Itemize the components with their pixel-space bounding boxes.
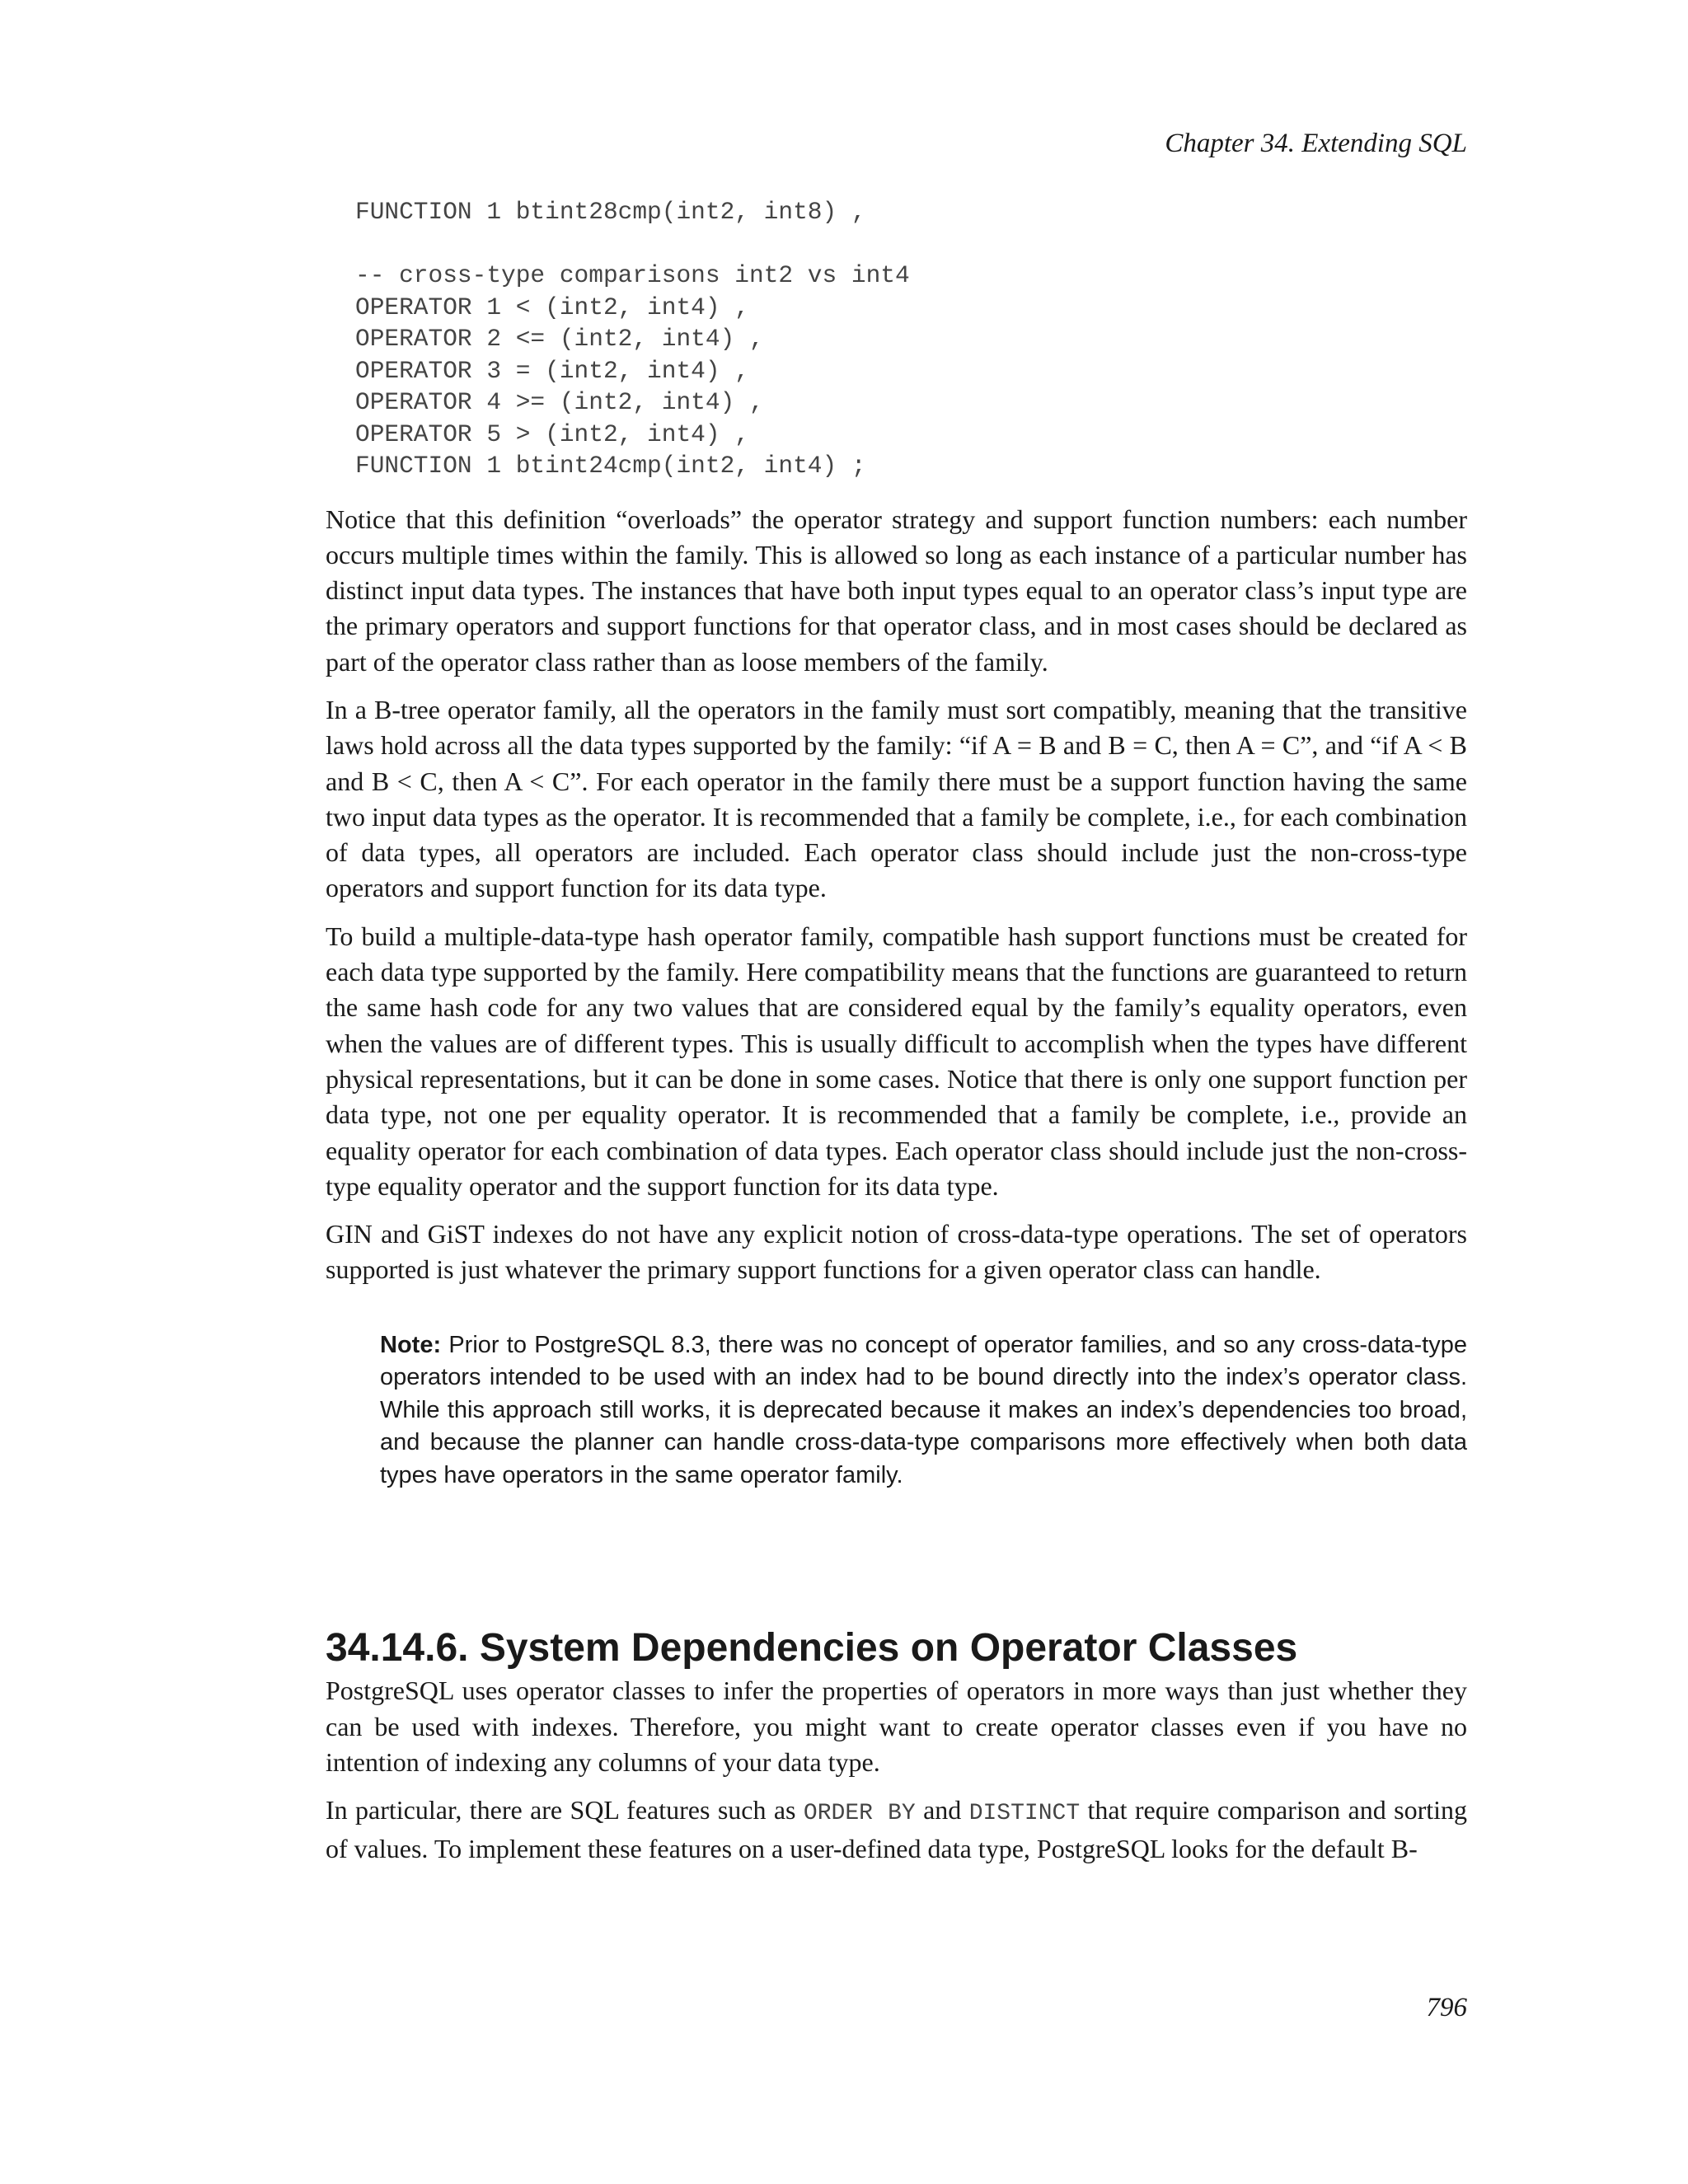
- paragraph-system-dependencies: PostgreSQL uses operator classes to infer the properties of operators in more ways than just whether they can be used with indexes. Therefore, you might want to create operator classes even if you have no intention of indexing any columns of your data type.: [326, 1675, 1467, 1777]
- paragraph-hash-family: To build a multiple-data-type hash operator family, compatible hash support functions must be created for each data type supported by the family. Here compatibility means that the functions are guaranteed to return the same hash code for any two values that are considered equal by the family’s equality operators, even when the values are of different types. This is usually difficult to accomplish when the types have different physical representations, but it can be done in some cases. Notice that there is only one support function per data type, not one per equality operator. It is recommended that a family be complete, i.e., provide an equality operator for each combination of data types. Each operator class should include just the non-cross-type equality operator and the support function for its data type.: [326, 921, 1467, 1201]
- code-block: [326, 196, 1467, 482]
- text-run: and: [915, 1795, 969, 1825]
- code-line: OPERATOR 4 >= (int2, int4) ,: [355, 388, 764, 416]
- code-line: FUNCTION 1 btint28cmp(int2, int8) ,: [355, 198, 866, 226]
- text-run: In particular, there are SQL features such as: [326, 1795, 804, 1825]
- note-text: Prior to PostgreSQL 8.3, there was no concept of operator families, and so any cross-data-type operators intended to be used with an index had to be bound directly into the index’s operator class. While this approach still works, it is deprecated because it makes an index’s dependencies too broad, and because the planner can handle cross-data-type comparisons more effectively when both data types have operators in the same operator family.: [380, 1331, 1467, 1488]
- page-content: [326, 196, 1467, 1868]
- text-run: that require comparison and sorting of values. To implement these features on a user-defined data type, PostgreSQL looks for the default B-: [326, 1795, 1468, 1864]
- paragraph-btree-family: In a B-tree operator family, all the operators in the family must sort compatibly, meaning that the transitive laws hold across all the data types supported by the family: “if A = B and B = C, then A = C”, and “if A < B and B < C, then A < C”. For each operator in the family there must be a support function having the same two input data types as the operator. It is recommended that a family be complete, i.e., for each combination of data types, all operators are included. Each operator class should include just the non-cross-type operators and support function for its data type.: [326, 694, 1467, 903]
- page-number: 796: [1426, 1993, 1467, 2022]
- inline-code-distinct: DISTINCT: [968, 1801, 1081, 1827]
- note-box: [380, 1329, 1467, 1493]
- code-line: -- cross-type comparisons int2 vs int4: [355, 261, 910, 289]
- code-line: OPERATOR 2 <= (int2, int4) ,: [355, 325, 764, 353]
- code-line: OPERATOR 1 < (int2, int4) ,: [355, 293, 749, 321]
- inline-code-order-by: ORDER BY: [803, 1801, 916, 1827]
- code-line: OPERATOR 5 > (int2, int4) ,: [355, 419, 749, 448]
- code-line: [355, 228, 1467, 260]
- paragraph-order-by-distinct: [326, 1793, 1467, 1868]
- note-label: Note:: [380, 1331, 442, 1358]
- code-line: FUNCTION 1 btint24cmp(int2, int4) ;: [355, 452, 866, 480]
- section-heading: 34.14.6. System Dependencies on Operator Classes: [326, 1626, 1298, 1671]
- paragraph-gin-gist: GIN and GiST indexes do not have any explicit notion of cross-data-type operations. The set of operators supported is just whatever the primary support functions for a given operator class can handle.: [326, 1219, 1467, 1285]
- code-line: OPERATOR 3 = (int2, int4) ,: [355, 356, 749, 385]
- running-header: Chapter 34. Extending SQL: [1165, 129, 1467, 158]
- code-listing: [355, 196, 1467, 482]
- paragraph-overloads: Notice that this definition “overloads” the operator strategy and support function numbers: each number occurs multiple times within the family. This is allowed so long as each instance of a particular number has distinct input data types. The instances that have both input types equal to an operator class’s input type are the primary operators and support functions for that operator class, and in most cases should be declared as part of the operator class rather than as loose members of the family.: [326, 504, 1467, 677]
